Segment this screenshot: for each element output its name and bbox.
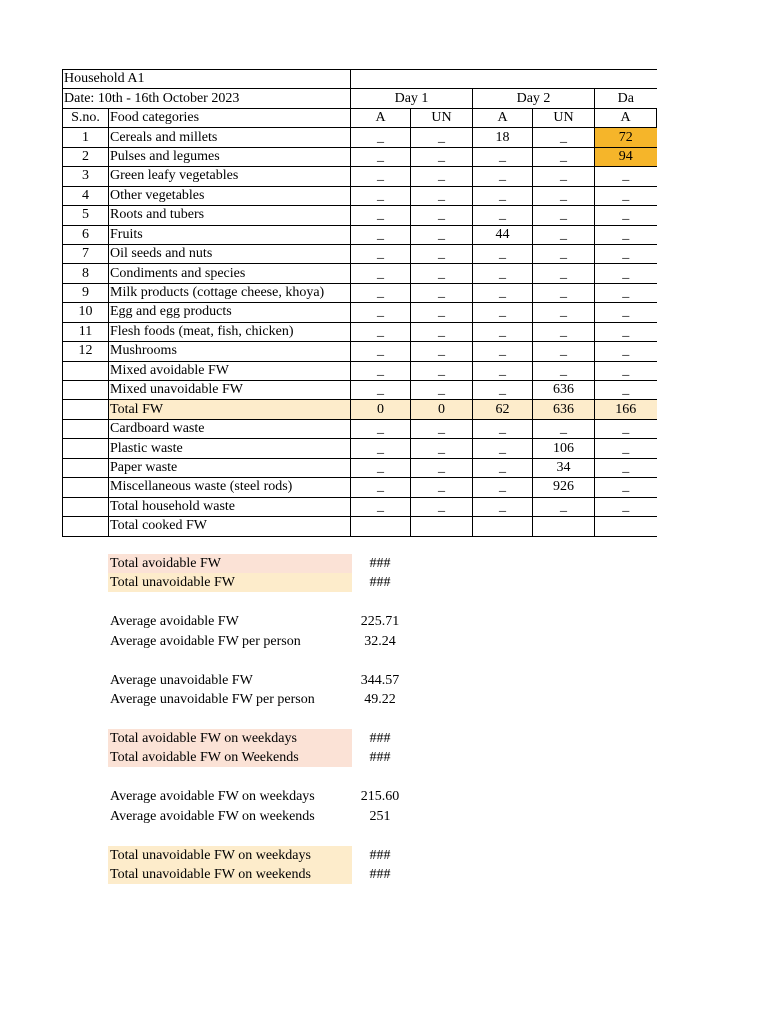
row-sno: 4 xyxy=(63,186,109,205)
row-value-d1u: _ xyxy=(411,283,473,302)
row-value-d2u: 636 xyxy=(533,381,595,400)
row-value-d1a: _ xyxy=(351,206,411,225)
row-sno: 5 xyxy=(63,206,109,225)
summary-label: Total unavoidable FW xyxy=(108,573,352,592)
row-category: Egg and egg products xyxy=(109,303,351,322)
summary-label: Average avoidable FW on weekends xyxy=(110,808,315,824)
row-value-d2a: _ xyxy=(473,322,533,341)
table-row xyxy=(63,244,657,263)
row-category: Cardboard waste xyxy=(109,419,351,438)
table-row xyxy=(63,439,657,458)
row-sno xyxy=(63,517,109,536)
row-value-d1a: 0 xyxy=(351,400,411,419)
row-value-d2a: _ xyxy=(473,283,533,302)
day2-header: Day 2 xyxy=(473,89,595,108)
summary-label: Total unavoidable FW on weekdays xyxy=(108,846,352,865)
food-waste-table xyxy=(62,69,657,537)
row-value-d2u: _ xyxy=(533,361,595,380)
row-value-d2a xyxy=(473,517,533,536)
row-value-d1u: _ xyxy=(411,361,473,380)
table-row xyxy=(63,361,657,380)
day1-a-header: A xyxy=(351,108,411,127)
row-sno xyxy=(63,439,109,458)
sno-header: S.no. xyxy=(63,108,109,127)
row-value-d2a: _ xyxy=(473,167,533,186)
row-value-d2u: _ xyxy=(533,322,595,341)
summary-value: 215.60 xyxy=(360,789,400,805)
row-value-d2a: _ xyxy=(473,381,533,400)
row-value-d3a: _ xyxy=(595,342,657,361)
day1-header: Day 1 xyxy=(351,89,473,108)
household-label: Household A1 xyxy=(63,70,351,89)
row-value-d2a: _ xyxy=(473,478,533,497)
row-value-d1u: _ xyxy=(411,458,473,477)
row-value-d1a: _ xyxy=(351,186,411,205)
summary-value: 251 xyxy=(369,808,391,824)
row-value-d3a: _ xyxy=(595,283,657,302)
row-value-d1a: _ xyxy=(351,303,411,322)
row-category: Roots and tubers xyxy=(109,206,351,225)
row-category: Condiments and species xyxy=(109,264,351,283)
table-row xyxy=(63,400,657,419)
row-sno: 10 xyxy=(63,303,109,322)
summary-label: Total unavoidable FW on weekends xyxy=(108,865,352,884)
summary-value: 225.71 xyxy=(360,614,400,630)
day2-un-header: UN xyxy=(533,108,595,127)
summary-label: Average avoidable FW per person xyxy=(110,633,301,649)
row-value-d1a: _ xyxy=(351,342,411,361)
row-value-d1u: _ xyxy=(411,497,473,516)
row-value-d3a: _ xyxy=(595,478,657,497)
row-sno xyxy=(63,361,109,380)
row-sno xyxy=(63,458,109,477)
row-value-d2u: _ xyxy=(533,128,595,147)
row-value-d1u xyxy=(411,517,473,536)
summary-label: Average avoidable FW on weekdays xyxy=(110,789,315,805)
row-value-d2u: 636 xyxy=(533,400,595,419)
row-value-d3a: _ xyxy=(595,167,657,186)
table-row xyxy=(63,342,657,361)
day3-a-header: A xyxy=(595,108,657,127)
row-value-d2a: _ xyxy=(473,361,533,380)
row-value-d1u: _ xyxy=(411,167,473,186)
row-value-d1u: _ xyxy=(411,225,473,244)
row-sno: 7 xyxy=(63,244,109,263)
row-category: Cereals and millets xyxy=(109,128,351,147)
row-value-d2u: _ xyxy=(533,283,595,302)
row-category: Flesh foods (meat, fish, chicken) xyxy=(109,322,351,341)
row-value-d2a: _ xyxy=(473,439,533,458)
row-category: Mixed unavoidable FW xyxy=(109,381,351,400)
row-category: Miscellaneous waste (steel rods) xyxy=(109,478,351,497)
row-category: Green leafy vegetables xyxy=(109,167,351,186)
row-value-d2u xyxy=(533,517,595,536)
row-value-d2u: _ xyxy=(533,167,595,186)
summary-label: Total avoidable FW on weekdays xyxy=(108,729,352,748)
row-value-d1u: 0 xyxy=(411,400,473,419)
row-value-d2a: _ xyxy=(473,342,533,361)
row-value-d2a: _ xyxy=(473,206,533,225)
row-value-d1u: _ xyxy=(411,147,473,166)
row-category: Total household waste xyxy=(109,497,351,516)
row-value-d2u: _ xyxy=(533,225,595,244)
row-value-d1u: _ xyxy=(411,381,473,400)
table-row xyxy=(63,478,657,497)
row-value-d3a: _ xyxy=(595,439,657,458)
day2-a-header: A xyxy=(473,108,533,127)
row-value-d3a: 72 xyxy=(595,128,657,147)
row-value-d2u: _ xyxy=(533,206,595,225)
row-value-d3a: _ xyxy=(595,361,657,380)
row-value-d1a: _ xyxy=(351,458,411,477)
row-category: Other vegetables xyxy=(109,186,351,205)
row-value-d1u: _ xyxy=(411,186,473,205)
table-row xyxy=(63,303,657,322)
row-sno: 6 xyxy=(63,225,109,244)
row-value-d1a: _ xyxy=(351,128,411,147)
summary-value: 49.22 xyxy=(364,692,396,708)
row-value-d3a: _ xyxy=(595,186,657,205)
summary-label: Average unavoidable FW xyxy=(110,672,253,688)
row-value-d1u: _ xyxy=(411,478,473,497)
row-value-d1a xyxy=(351,517,411,536)
row-value-d3a: _ xyxy=(595,206,657,225)
row-value-d2u: 34 xyxy=(533,458,595,477)
row-sno xyxy=(63,478,109,497)
row-value-d1u: _ xyxy=(411,303,473,322)
row-value-d2u: _ xyxy=(533,303,595,322)
row-value-d2u: _ xyxy=(533,186,595,205)
row-category: Total FW xyxy=(109,400,351,419)
row-value-d1a: _ xyxy=(351,497,411,516)
summary-value: ### xyxy=(369,847,391,863)
row-sno xyxy=(63,400,109,419)
row-value-d1u: _ xyxy=(411,439,473,458)
row-value-d1u: _ xyxy=(411,342,473,361)
table-row xyxy=(63,225,657,244)
row-category: Paper waste xyxy=(109,458,351,477)
row-category: Oil seeds and nuts xyxy=(109,244,351,263)
row-value-d2u: 926 xyxy=(533,478,595,497)
row-value-d2a: 44 xyxy=(473,225,533,244)
row-category: Plastic waste xyxy=(109,439,351,458)
row-sno: 3 xyxy=(63,167,109,186)
row-value-d3a: _ xyxy=(595,497,657,516)
row-value-d1u: _ xyxy=(411,264,473,283)
row-value-d1a: _ xyxy=(351,167,411,186)
table-row xyxy=(63,186,657,205)
row-value-d2a: _ xyxy=(473,497,533,516)
row-value-d2a: _ xyxy=(473,244,533,263)
row-sno: 11 xyxy=(63,322,109,341)
row-value-d1u: _ xyxy=(411,419,473,438)
row-sno: 8 xyxy=(63,264,109,283)
summary-value: 344.57 xyxy=(360,672,400,688)
summary-label: Total avoidable FW xyxy=(108,554,352,573)
row-value-d2a: _ xyxy=(473,419,533,438)
row-value-d1a: _ xyxy=(351,244,411,263)
row-value-d3a: _ xyxy=(595,322,657,341)
row-value-d2a: _ xyxy=(473,147,533,166)
row-sno: 9 xyxy=(63,283,109,302)
row-value-d3a: _ xyxy=(595,244,657,263)
table-row xyxy=(63,381,657,400)
date-label: Date: 10th - 16th October 2023 xyxy=(63,89,351,108)
table-row xyxy=(63,419,657,438)
table-row xyxy=(63,128,657,147)
summary-value: ### xyxy=(369,867,391,882)
summary-value: ### xyxy=(369,556,391,571)
row-value-d3a: 166 xyxy=(595,400,657,419)
table-row xyxy=(63,167,657,186)
day3-header: Da xyxy=(595,89,657,108)
row-value-d2u: _ xyxy=(533,497,595,516)
row-sno xyxy=(63,419,109,438)
row-value-d2u: 106 xyxy=(533,439,595,458)
row-value-d2a: 62 xyxy=(473,400,533,419)
header-empty-cell xyxy=(351,70,657,89)
row-value-d3a: _ xyxy=(595,264,657,283)
summary-label: Average unavoidable FW per person xyxy=(110,692,315,708)
table-row xyxy=(63,458,657,477)
summary-label: Average avoidable FW xyxy=(110,614,239,630)
row-value-d2a: _ xyxy=(473,458,533,477)
row-category: Pulses and legumes xyxy=(109,147,351,166)
row-value-d3a: _ xyxy=(595,458,657,477)
food-categories-header: Food categories xyxy=(109,108,351,127)
row-value-d2a: _ xyxy=(473,303,533,322)
summary-value: ### xyxy=(369,730,391,746)
table-row xyxy=(63,497,657,516)
row-category: Mixed avoidable FW xyxy=(109,361,351,380)
row-value-d3a: _ xyxy=(595,303,657,322)
header-row-household xyxy=(63,70,657,89)
table-row xyxy=(63,322,657,341)
row-value-d1a: _ xyxy=(351,283,411,302)
row-value-d2u: _ xyxy=(533,342,595,361)
row-value-d2u: _ xyxy=(533,244,595,263)
table-row xyxy=(63,206,657,225)
row-value-d1a: _ xyxy=(351,478,411,497)
row-sno: 1 xyxy=(63,128,109,147)
row-value-d2u: _ xyxy=(533,264,595,283)
row-value-d2u: _ xyxy=(533,147,595,166)
row-value-d3a: 94 xyxy=(595,147,657,166)
row-value-d1u: _ xyxy=(411,128,473,147)
row-value-d1u: _ xyxy=(411,206,473,225)
row-value-d2a: _ xyxy=(473,186,533,205)
row-value-d2a: _ xyxy=(473,264,533,283)
row-value-d1a: _ xyxy=(351,147,411,166)
row-category: Fruits xyxy=(109,225,351,244)
row-value-d1a: _ xyxy=(351,264,411,283)
summary-label: Total avoidable FW on Weekends xyxy=(108,748,352,767)
header-row-date xyxy=(63,89,657,108)
row-value-d1a: _ xyxy=(351,381,411,400)
row-sno: 12 xyxy=(63,342,109,361)
row-sno: 2 xyxy=(63,147,109,166)
row-sno xyxy=(63,497,109,516)
table-row xyxy=(63,283,657,302)
row-value-d1a: _ xyxy=(351,439,411,458)
row-value-d2u: _ xyxy=(533,419,595,438)
day1-un-header: UN xyxy=(411,108,473,127)
row-value-d1a: _ xyxy=(351,225,411,244)
header-row-columns xyxy=(63,108,657,127)
row-category: Total cooked FW xyxy=(109,517,351,536)
row-value-d1u: _ xyxy=(411,322,473,341)
row-value-d3a xyxy=(595,517,657,536)
row-value-d1u: _ xyxy=(411,244,473,263)
row-category: Milk products (cottage cheese, khoya) xyxy=(109,283,351,302)
table-row xyxy=(63,264,657,283)
row-value-d1a: _ xyxy=(351,361,411,380)
row-value-d1a: _ xyxy=(351,322,411,341)
row-sno xyxy=(63,381,109,400)
row-value-d3a: _ xyxy=(595,381,657,400)
row-category: Mushrooms xyxy=(109,342,351,361)
summary-value: 32.24 xyxy=(364,633,396,649)
table-row xyxy=(63,517,657,536)
row-value-d3a: _ xyxy=(595,419,657,438)
row-value-d1a: _ xyxy=(351,419,411,438)
summary-value: ### xyxy=(369,575,391,591)
table-row xyxy=(63,147,657,166)
row-value-d3a: _ xyxy=(595,225,657,244)
row-value-d2a: 18 xyxy=(473,128,533,147)
summary-value: ### xyxy=(369,750,391,766)
